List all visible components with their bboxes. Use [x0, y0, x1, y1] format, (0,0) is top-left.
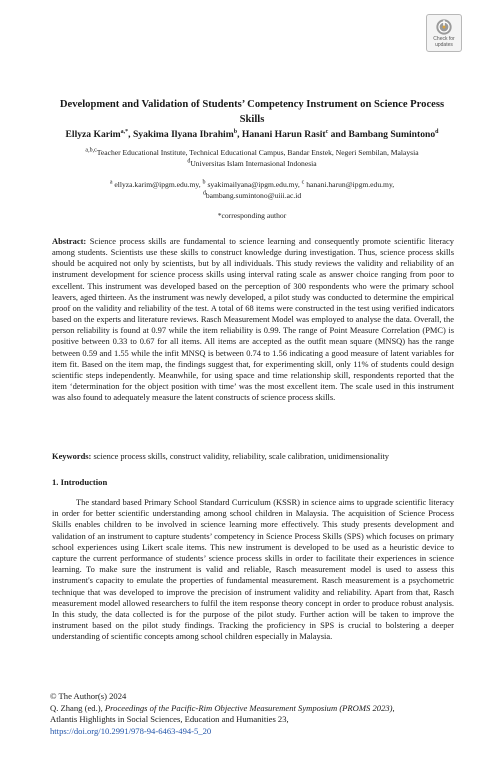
- keywords: [52, 451, 454, 462]
- affiliation-text: Teacher Educational Institute, Technical Educational Campus, Bandar Enstek, Negeri Sembilan, Malaysia: [96, 148, 419, 157]
- author-name: Bambang Sumintono: [348, 129, 436, 140]
- keywords-label: Keywords:: [52, 451, 92, 461]
- author-separator: and: [328, 129, 349, 140]
- citation-editor: Q. Zhang (ed.),: [50, 702, 105, 713]
- paper-title: Development and Validation of Students’ Competency Instrument on Science Process Skills: [59, 99, 445, 125]
- affiliation-text: Universitas Islam Internasional Indonesia: [190, 158, 317, 168]
- email-address[interactable]: syakimailyana@ipgm.edu.my: [207, 180, 298, 189]
- section-heading-introduction: 1. Introduction: [52, 477, 108, 487]
- affiliation-sup: a,b,c: [85, 147, 97, 154]
- citation-line: [50, 703, 470, 715]
- email-sup: a: [109, 179, 113, 186]
- author-sup: d: [435, 128, 439, 135]
- corresponding-author-note: *corresponding author: [217, 211, 287, 220]
- check-for-updates-badge[interactable]: [426, 14, 462, 52]
- email-separator: ,: [198, 180, 203, 189]
- email-sup: b: [202, 179, 206, 186]
- introduction-paragraph: The standard based Primary School Standard Curriculum (KSSR) in science aims to upgrade scientific literacy in order for better scientific understanding among school children in Malaysia. The acquisition of Science Process Skills enables children to be involved in science learning more effectively. This study presents development and validation of an instrument to capture students’ competency in Science Process Skills (SPS) which focuses on primary school experiences using Likert scale items. This new instrument is developed to be used as a heuristic device to capture the current performance of students’ science process skills in order to facilitate their experiences in science learning. To make sure the instrument is valid and reliable, Rasch measurement model is used to assess this instrument's capacity to emulate the properties of fundamental measurement. Rasch measurement is a psychometric technique that was developed to improve the precision of instrument validity and reliability. Apart from that, Rasch measurement model allowed researchers to fulfil the item response theory concept in order to produce robust analysis. In this study, the data collected is for the purpose of the pilot study. Further action will be taken to improve the instrument based on the pilot study findings. Tracking the proficiency in SPS is crucial to bolstering a deeper understanding of scientific concepts among school children especially in Malaysia.: [52, 497, 454, 642]
- email-sup: c: [301, 179, 305, 186]
- proceedings-title: Proceedings of the Pacific-Rim Objective Measurement Symposium (PROMS 2023): [104, 702, 393, 713]
- author-separator: ,: [128, 129, 133, 140]
- author-name: Hanani Harun Rasit: [241, 129, 326, 140]
- email-separator: ,: [392, 180, 395, 189]
- author-sup: a,*: [120, 128, 129, 135]
- author-name: Ellyza Karim: [65, 129, 121, 140]
- proceedings-end: ,: [392, 702, 395, 713]
- badge-line2: updates: [435, 41, 453, 48]
- email-sup: d: [202, 190, 206, 197]
- abstract: [52, 236, 454, 403]
- badge-line1: Check for: [433, 36, 455, 42]
- author-sup: b: [233, 128, 238, 135]
- abstract-text: Science process skills are fundamental to science learning and consequently promote scientific literacy among students. Scientists use these skills to construct knowledge during investigation. Thus, science process skills should be acquired not only by scientists, but by all individuals. This study reviews the validity and reliability of an instrument development for science process skills using interval rating scale as answer choice ranging from poor to excellent. This instrument was developed based on the perception of 300 respondents who were the primary school leavers, aged thirteen. As the instrument was newly developed, a pilot study was conducted to determine the empirical proof on the validity and reliability of the test. A total of 68 items were constructed in the test using verified indicators based on the experts and literature reviews. Rasch Measurement Model was employed to analyse the data. Overall, the person reliability is found at 0.97 while the item reliability is 0.99. The range of Point Measure Correlation (PMC) is positive between 0.33 to 0.67 for all items. All items are accepted as the outfit mean square (MNSQ) has the range between 0.59 and 1.55 while the infit MNSQ is between 0.74 to 1.56 indicating a good measure of latent variables for item fit. Based on the item map, the findings suggest that, for experimenting skill, only 11% of students could design scientific steps independently. Meanwhile, for using space and time relationship skill, respondents reported that the item ‘determination for the object position with time’ was the most excellent item. The scale used in this instrument was also found to adequately measure the latent constructs of science process skills.: [52, 236, 454, 403]
- author-sup: c: [325, 128, 329, 135]
- affiliations: [48, 148, 456, 170]
- author-name: Syakima Ilyana Ibrahim: [132, 129, 234, 140]
- page-footer: [50, 691, 470, 738]
- series-line: Atlantis Highlights in Social Sciences, Education and Humanities 23,: [50, 714, 289, 725]
- author-list: [50, 129, 454, 141]
- doi-link[interactable]: https://doi.org/10.2991/978-94-6463-494-5_20: [50, 726, 212, 737]
- check-for-updates-icon: [435, 18, 453, 36]
- author-emails: [48, 180, 456, 201]
- abstract-label: Abstract:: [52, 236, 87, 246]
- affiliation-sup: d: [187, 158, 191, 165]
- author-separator: ,: [237, 129, 242, 140]
- email-address[interactable]: ellyza.karim@ipgm.edu.my: [114, 180, 199, 189]
- email-separator: ,: [297, 180, 302, 189]
- email-address[interactable]: bambang.sumintono@uiii.ac.id: [205, 190, 302, 200]
- email-address[interactable]: hanani.harun@ipgm.edu.my: [306, 180, 393, 189]
- copyright-line: © The Author(s) 2024: [50, 691, 127, 701]
- keywords-text: science process skills, construct validity, reliability, scale calibration, unidimensionality: [93, 451, 390, 461]
